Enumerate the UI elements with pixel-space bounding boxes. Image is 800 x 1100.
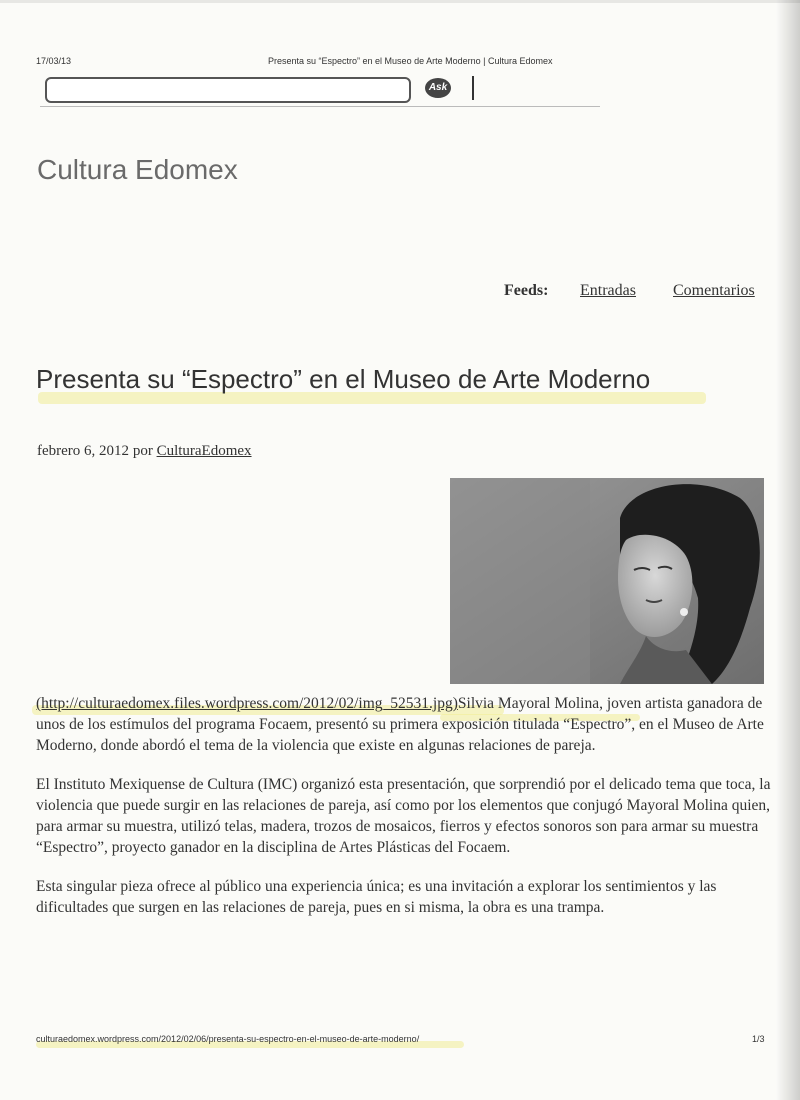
feed-comments-link[interactable]: Comentarios (673, 282, 755, 299)
paragraph-1 (36, 693, 776, 756)
paragraph-1-text: Silvia Mayoral Molina, joven artista ganadora de unos de los estímulos del programa Focaem, presentó su primera exposición titulada “Espectro”, en el Museo de Arte Moderno, donde abordó el tema de la violencia que existe en algunas relaciones de pareja. (36, 695, 764, 754)
site-title[interactable]: Cultura Edomex (37, 154, 238, 185)
paragraph-2: El Instituto Mexiquense de Cultura (IMC) organizó esta presentación, que sorprendió por el delicado tema que toca, la violencia que puede surgir en las relaciones de pareja, así como por los elementos que conjugó Mayoral Molina quien, para armar su muestra, utilizó telas, madera, trozos de mosaicos, fierros y efectos sonoros son para armar su muestra “Espectro”, proyecto ganador en la disciplina de Artes Plásticas del Focaem. (36, 776, 771, 856)
feeds-label: Feeds: (504, 282, 549, 299)
post-content (36, 693, 776, 936)
post-author-link[interactable]: CulturaEdomex (156, 443, 252, 459)
ask-search-input[interactable] (45, 77, 411, 103)
ask-logo-icon[interactable]: Ask (425, 78, 451, 98)
feed-entries-link[interactable]: Entradas (580, 282, 636, 299)
print-page-number: 1/3 (752, 1034, 765, 1044)
artist-photo[interactable] (450, 478, 764, 684)
toolbar-rule (40, 106, 600, 107)
post-byline (37, 443, 252, 460)
byline-por: por (132, 443, 153, 459)
print-date: 17/03/13 (36, 56, 72, 66)
post-date: febrero 6, 2012 (37, 443, 130, 459)
print-footer-url: culturaedomex.wordpress.com/2012/02/06/presenta-su-espectro-en-el-museo-de-arte-moderno/ (36, 1034, 420, 1044)
image-link[interactable]: (http://culturaedomex.files.wordpress.com/2012/02/img_52531.jpg) (36, 695, 458, 712)
paragraph-3: Esta singular pieza ofrece al público una experiencia única; es una invitación a explorar los sentimientos y las dificultades que surgen en las relaciones de pareja, pues en si misma, la obra es una trampa. (36, 878, 717, 916)
post-title[interactable]: Presenta su “Espectro” en el Museo de Arte Moderno (36, 364, 651, 394)
print-page-title: Presenta su “Espectro” en el Museo de Arte Moderno | Cultura Edomex (268, 56, 553, 66)
toolbar-divider (472, 76, 474, 100)
